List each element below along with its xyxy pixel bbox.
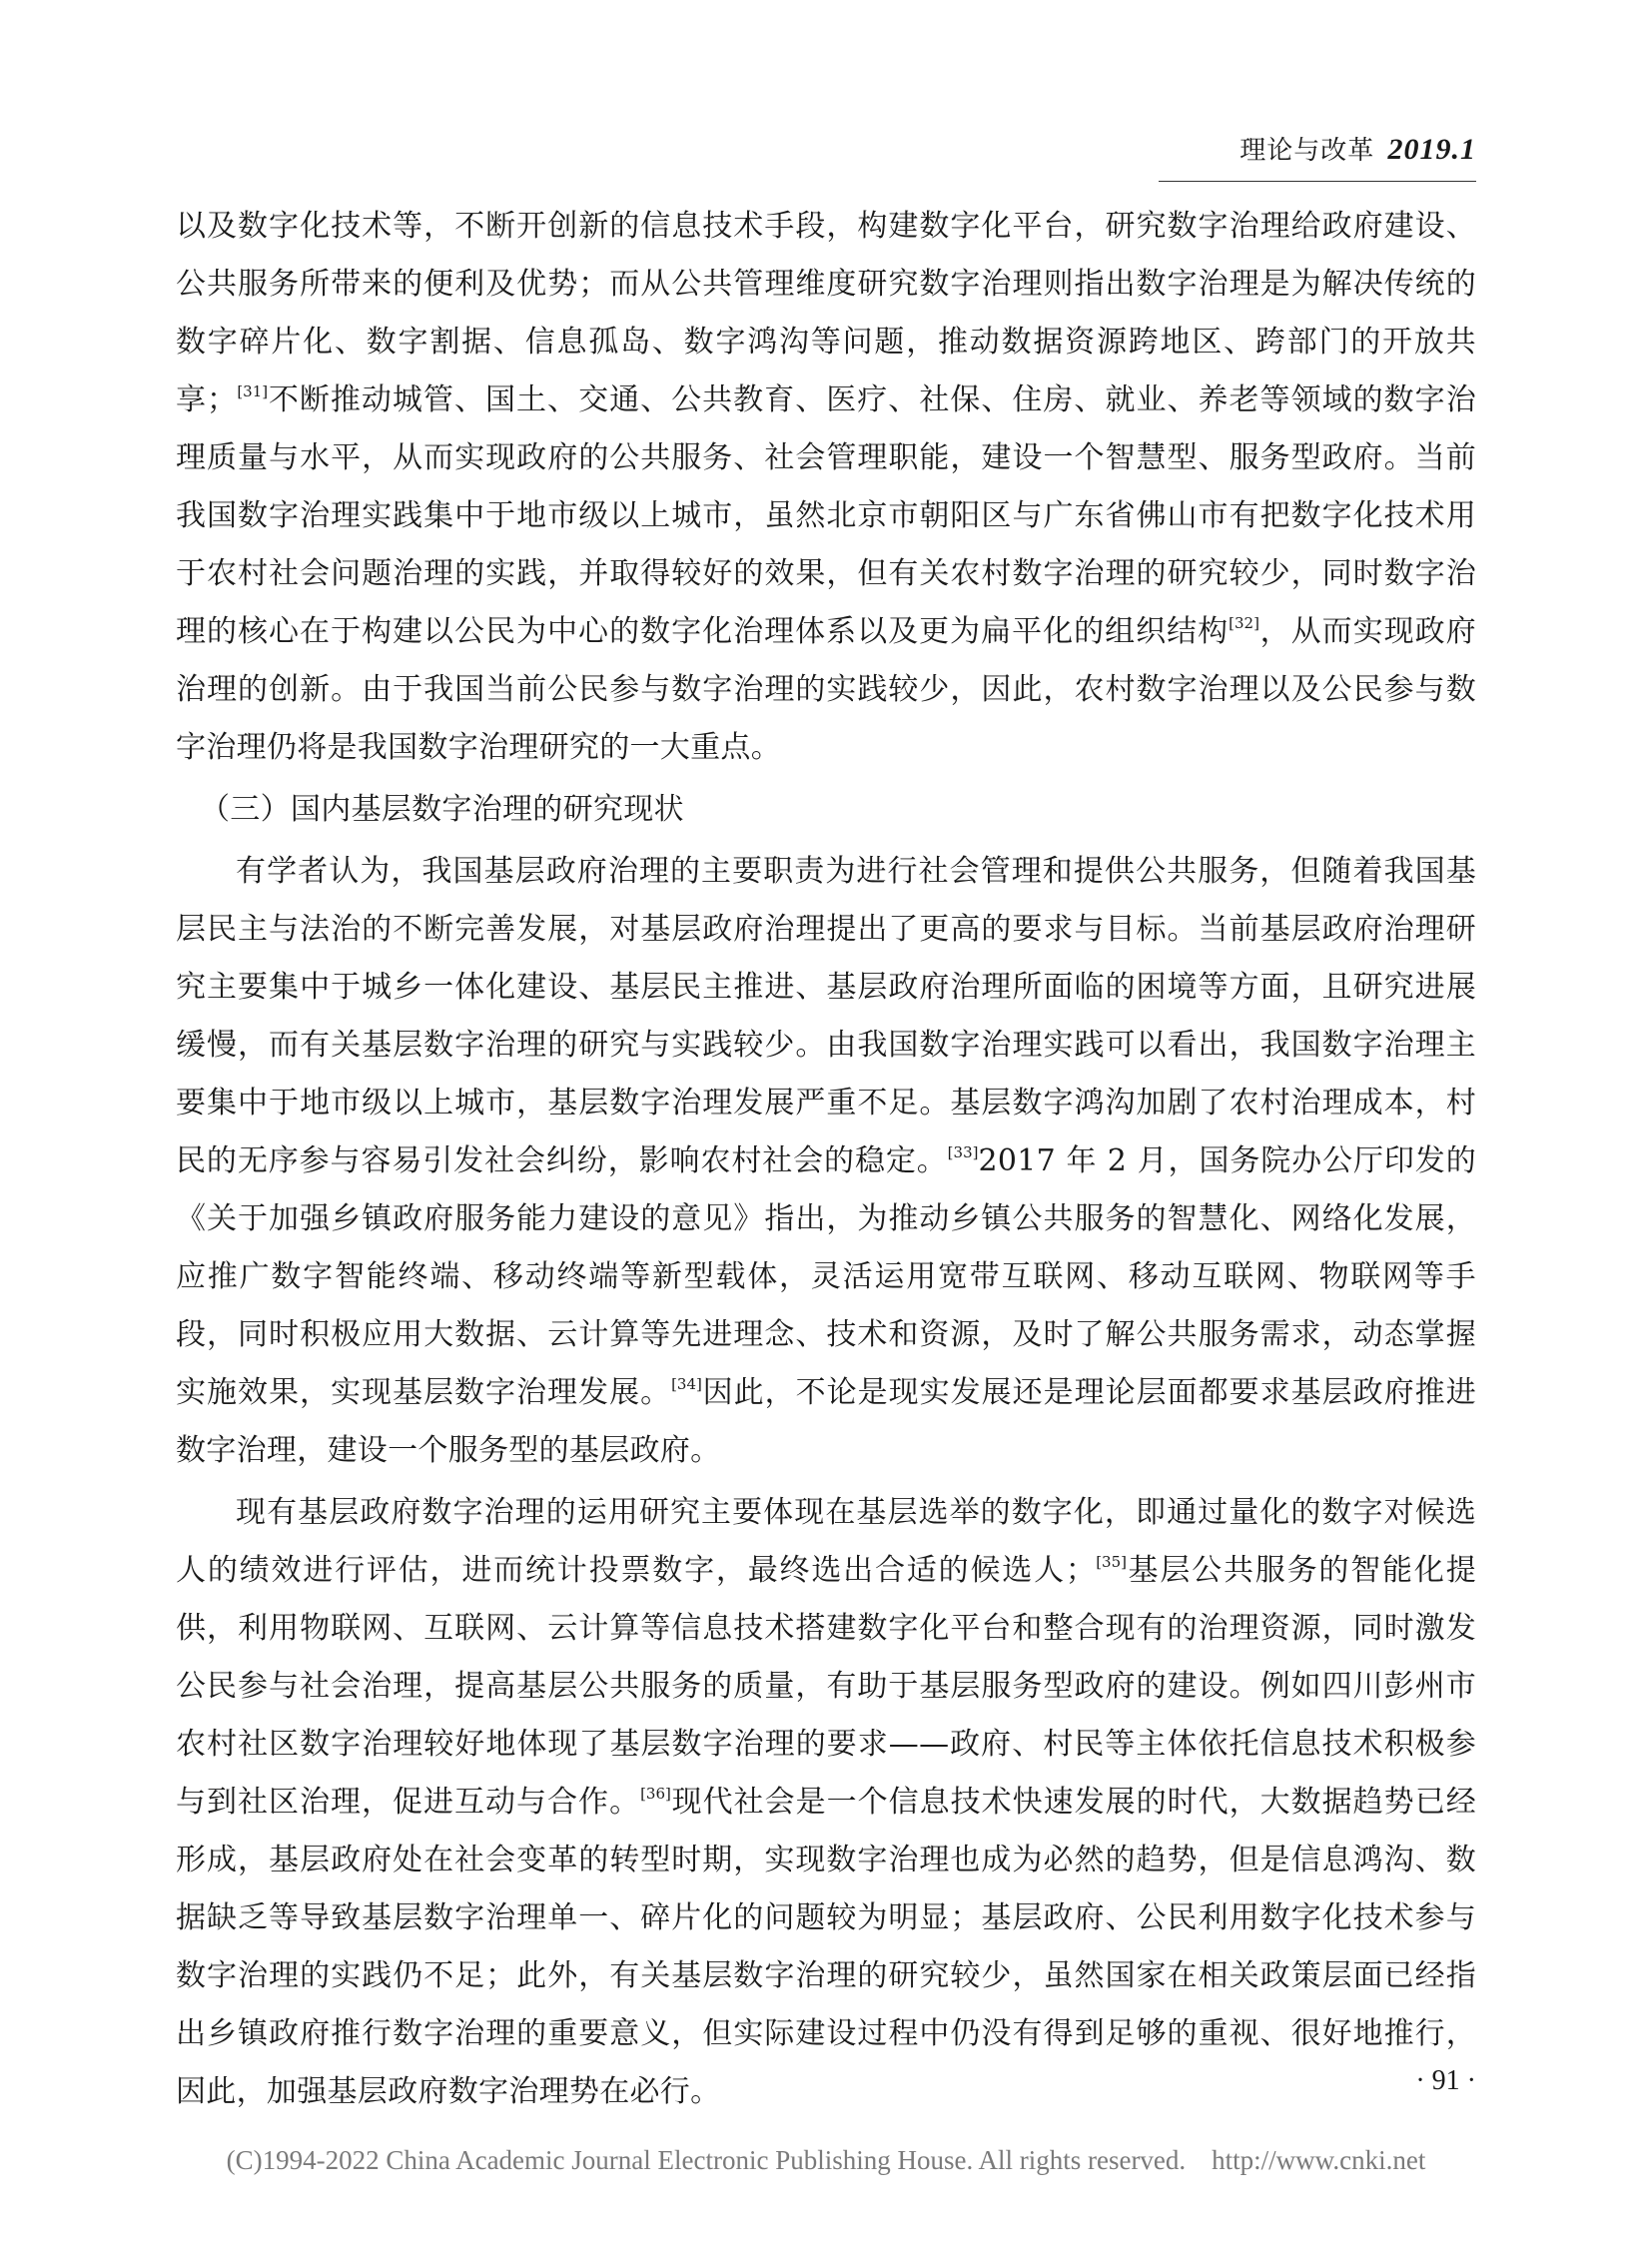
paragraph (176, 1484, 1476, 2121)
text-segment: 2017 年 2 月，国务院办公厅印发的《关于加强乡镇政府服务能力建设的意见》指出，为推动乡镇公共服务的智慧化、网络化发展，应推广数字智能终端、移动终端等新型载体，灵活运用宽带互联网、移动互联网、物联网等手段，同时积极应用大数据、云计算等先进理念、技术和资源，及时了解公共服务需求，动态掌握实施效果，实现基层数字治理发展。 (176, 1143, 1477, 1410)
text-segment: 因此，不论是现实发展还是理论层面都要求基层政府推进数字治理，建设一个服务型的基层政府。 (176, 1375, 1476, 1468)
citation-32: [32] (1229, 614, 1259, 632)
text-segment: 不断推动城管、国土、交通、公共教育、医疗、社保、住房、就业、养老等领域的数字治理质量与水平，从而实现政府的公共服务、社会管理职能，建设一个智慧型、服务型政府。当前我国数字治理实践集中于地市级以上城市，虽然北京市朝阳区与广东省佛山市有把数字化技术用于农村社会问题治理的实践，并取得较好的效果，但有关农村数字治理的研究较少，同时数字治理的核心在于构建以公民为中心的数字化治理体系以及更为扁平化的组织结构 (176, 382, 1476, 649)
heading-text: （三）国内基层数字治理的研究现状 (200, 792, 684, 827)
paragraph (176, 843, 1476, 1480)
text-segment: 基层公共服务的智能化提供，利用物联网、互联网、云计算等信息技术搭建数字化平台和整合现有的治理资源，同时激发公民参与社会治理，提高基层公共服务的质量，有助于基层服务型政府的建设。例如四川彭州市农村社区数字治理较好地体现了基层数字治理的要求——政府、村民等主体依托信息技术积极参与到社区治理，促进互动与合作。 (176, 1553, 1476, 1820)
citation-33: [33] (947, 1143, 979, 1161)
journal-title: 理论与改革 (1239, 136, 1375, 166)
citation-31: [31] (237, 382, 269, 400)
citation-35: [35] (1096, 1553, 1127, 1571)
citation-34: [34] (671, 1375, 702, 1393)
page-number: · 91 · (1415, 2065, 1476, 2096)
cnki-url[interactable]: http://www.cnki.net (1212, 2145, 1426, 2175)
running-header (1159, 130, 1476, 182)
citation-36: [36] (640, 1785, 671, 1803)
text-segment: 以及数字化技术等，不断开创新的信息技术手段，构建数字化平台，研究数字治理给政府建设、公共服务所带来的便利及优势；而从公共管理维度研究数字治理则指出数字治理是为解决传统的数字碎片化、数字割据、信息孤岛、数字鸿沟等问题，推动数据资源跨地区、跨部门的开放共享； (176, 209, 1476, 417)
issue-number: 2019.1 (1387, 133, 1476, 166)
text-segment: 现代社会是一个信息技术快速发展的时代，大数据趋势已经形成，基层政府处在社会变革的转型时期，实现数字治理也成为必然的趋势，但是信息鸿沟、数据缺乏等导致基层数字治理单一、碎片化的问题较为明显；基层政府、公民利用数字化技术参与数字治理的实践仍不足；此外，有关基层数字治理的研究较少，虽然国家在相关政策层面已经指出乡镇政府推行数字治理的重要意义，但实际建设过程中仍没有得到足够的重视、很好地推行，因此，加强基层政府数字治理势在必行。 (176, 1785, 1476, 2109)
copyright-footer (0, 2145, 1652, 2176)
text-segment: 有学者认为，我国基层政府治理的主要职责为进行社会管理和提供公共服务，但随着我国基层民主与法治的不断完善发展，对基层政府治理提出了更高的要求与目标。当前基层政府治理研究主要集中于城乡一体化建设、基层民主推进、基层政府治理所面临的困境等方面，且研究进展缓慢，而有关基层数字治理的研究与实践较少。由我国数字治理实践可以看出，我国数字治理主要集中于地市级以上城市，基层数字治理发展严重不足。基层数字鸿沟加剧了农村治理成本，村民的无序参与容易引发社会纠纷，影响农村社会的稳定。 (176, 854, 1476, 1178)
copyright-text: (C)1994-2022 China Academic Journal Electronic Publishing House. All rights reserved. (226, 2145, 1187, 2175)
paragraph-continued (176, 198, 1476, 777)
article-body (176, 198, 1476, 2121)
text-segment: 现有基层政府数字治理的运用研究主要体现在基层选举的数字化，即通过量化的数字对候选人的绩效进行评估，进而统计投票数字，最终选出合适的候选人； (176, 1495, 1476, 1588)
section-heading (176, 781, 1476, 839)
text-segment: ，从而实现政府治理的创新。由于我国当前公民参与数字治理的实践较少，因此，农村数字治理以及公民参与数字治理仍将是我国数字治理研究的一大重点。 (176, 614, 1476, 765)
